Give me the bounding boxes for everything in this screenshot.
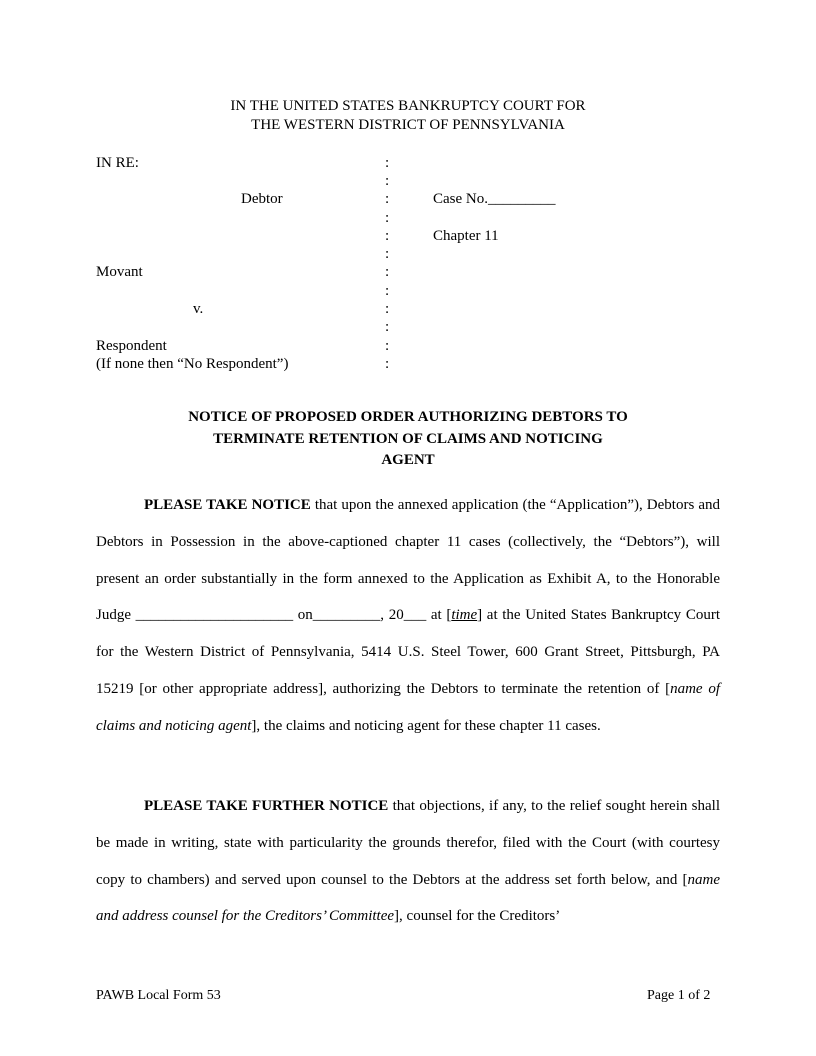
notice-paragraph-1 bbox=[96, 487, 720, 745]
time-placeholder: time bbox=[451, 607, 478, 624]
caption-colon: : bbox=[385, 210, 390, 226]
caption-colon: : bbox=[385, 319, 390, 335]
paragraph-1-text-2: ] at the United States Bankruptcy Court for the Western District of Pennsylvania, 5414 U.S. Steel Tower, 600 Grant Street, Pittsburgh, PA 15219 [or other appropriate address], authorizing the Debtors to terminate the retention of [ bbox=[96, 607, 720, 697]
paragraph-1-lead: PLEASE TAKE NOTICE bbox=[144, 497, 311, 513]
respondent-label: Respondent bbox=[96, 338, 167, 354]
court-header-line-2: THE WESTERN DISTRICT OF PENNSYLVANIA bbox=[251, 117, 565, 133]
debtor-label: Debtor bbox=[241, 191, 283, 207]
caption-colon: : bbox=[385, 173, 390, 189]
case-number-field: Case No._________ bbox=[433, 191, 556, 207]
court-header-line-1: IN THE UNITED STATES BANKRUPTCY COURT FOR bbox=[230, 98, 586, 114]
paragraph-2-text-2: ], counsel for the Creditors’ bbox=[394, 908, 561, 925]
notice-paragraph-2 bbox=[96, 788, 720, 935]
caption-colon: : bbox=[385, 356, 390, 372]
paragraph-2-lead: PLEASE TAKE FURTHER NOTICE bbox=[144, 798, 389, 814]
paragraph-1-text-3: ], the claims and noticing agent for these chapter 11 cases. bbox=[251, 717, 601, 734]
caption-colon: : bbox=[385, 301, 390, 317]
caption-colon: : bbox=[385, 246, 390, 262]
notice-title-line-3: AGENT bbox=[381, 452, 435, 468]
caption-colon: : bbox=[385, 155, 390, 171]
caption-colon: : bbox=[385, 283, 390, 299]
caption-colon: : bbox=[385, 228, 390, 244]
committee-placeholder: name and address counsel for the Creditors’ Committee bbox=[96, 871, 720, 925]
court-header bbox=[0, 97, 816, 135]
notice-title-line-2: TERMINATE RETENTION OF CLAIMS AND NOTICING bbox=[213, 430, 603, 447]
versus-label: v. bbox=[193, 301, 204, 317]
respondent-note: (If none then “No Respondent”) bbox=[96, 356, 289, 372]
notice-title bbox=[0, 407, 816, 472]
paragraph-2-text-1: that objections, if any, to the relief sought herein shall be made in writing, state with particularity the grounds therefor, filed with the Court (with courtesy copy to chambers) and served upon counsel to the Debtors at the address set forth below, and [ bbox=[96, 798, 720, 888]
footer-form-name: PAWB Local Form 53 bbox=[96, 988, 221, 1003]
in-re-label: IN RE: bbox=[96, 155, 139, 171]
movant-label: Movant bbox=[96, 264, 143, 280]
paragraph-1-text-1: that upon the annexed application (the “Application”), Debtors and Debtors in Possession in the above-captioned chapter 11 cases (collectively, the “Debtors”), will present an order substantially in the form annexed to the Application as Exhibit A, to the Honorable Judge _____________________ on_________, 20___ at [ bbox=[96, 497, 720, 624]
caption-colon: : bbox=[385, 338, 390, 354]
footer-page-number: Page 1 of 2 bbox=[647, 988, 711, 1003]
caption-colon: : bbox=[385, 191, 390, 207]
chapter-label: Chapter 11 bbox=[433, 228, 499, 244]
agent-placeholder: name of claims and noticing agent bbox=[96, 680, 720, 734]
notice-title-line-1: NOTICE OF PROPOSED ORDER AUTHORIZING DEBTORS TO bbox=[188, 409, 628, 425]
caption-colon: : bbox=[385, 264, 390, 280]
